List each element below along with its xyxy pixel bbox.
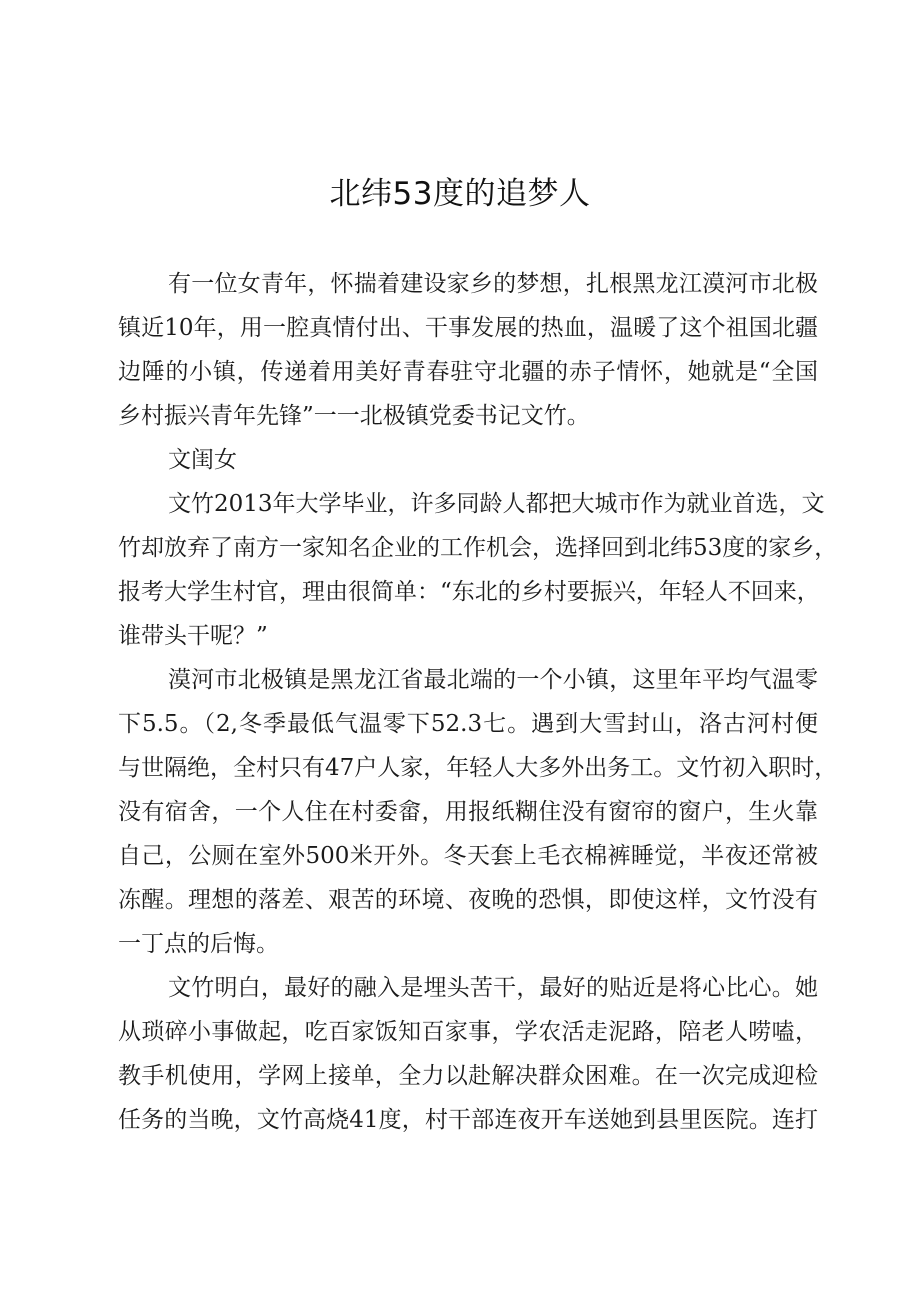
paragraph-line: 自己，公厕在室外500米开外。冬天套上毛衣棉裤睡觉，半夜还常被 [118, 843, 818, 869]
paragraph-line: 乡村振兴青年先锋”一一北极镇党委书记文竹。 [118, 403, 590, 429]
paragraph-line: 没有宿舍，一个人住在村委畲，用报纸糊住没有窗帘的窗户，生火靠 [118, 799, 818, 825]
paragraph-line: 竹却放弃了南方一家知名企业的工作机会，选择回到北纬53度的家乡， [118, 535, 838, 561]
paragraph-line: 文竹明白，最好的融入是埋头苦干，最好的贴近是将心比心。她 [168, 975, 818, 1001]
paragraph-line: 一丁点的后悔。 [118, 931, 279, 957]
paragraph-line: 任务的当晚，文竹高烧41度，村干部连夜开车送她到县里医院。连打 [118, 1107, 818, 1133]
paragraph-line: 谁带头干呢？” [118, 623, 268, 649]
document-title: 北纬53度的追梦人 [329, 176, 591, 212]
paragraph-line: 报考大学生村官，理由很简单：“东北的乡村要振兴，年轻人不回来， [118, 579, 820, 605]
paragraph-line: 冻醒。理想的落差、艰苦的环境、夜晚的恐惧，即使这样，文竹没有 [118, 887, 818, 913]
paragraph-line: 下5.5。（2,冬季最低气温零下52.3七。遇到大雪封山，洛古河村便 [118, 711, 818, 737]
paragraph-line: 镇近10年，用一腔真情付出、干事发展的热血，温暖了这个祖国北疆 [118, 315, 818, 341]
paragraph-line: 边陲的小镇，传递着用美好青春驻守北疆的赤子情怀，她就是“全国 [118, 359, 818, 385]
section-subheading: 文闺女 [168, 447, 237, 473]
paragraph-line: 有一位女青年，怀揣着建设家乡的梦想，扎根黑龙江漠河市北极 [168, 271, 818, 297]
paragraph-line: 漠河市北极镇是黑龙江省最北端的一个小镇，这里年平均气温零 [168, 667, 818, 693]
paragraph-line: 教手机使用，学网上接单，全力以赴解决群众困难。在一次完成迎检 [118, 1063, 818, 1089]
paragraph-line: 文竹2013年大学毕业，许多同龄人都把大城市作为就业首选，文 [168, 491, 825, 517]
paragraph-line: 与世隔绝，全村只有47户人家，年轻人大多外出务工。文竹初入职时， [118, 755, 838, 781]
paragraph-line: 从琐碎小事做起，吃百家饭知百家事，学农活走泥路，陪老人唠嗑， [118, 1019, 818, 1045]
document-body [118, 262, 838, 1142]
